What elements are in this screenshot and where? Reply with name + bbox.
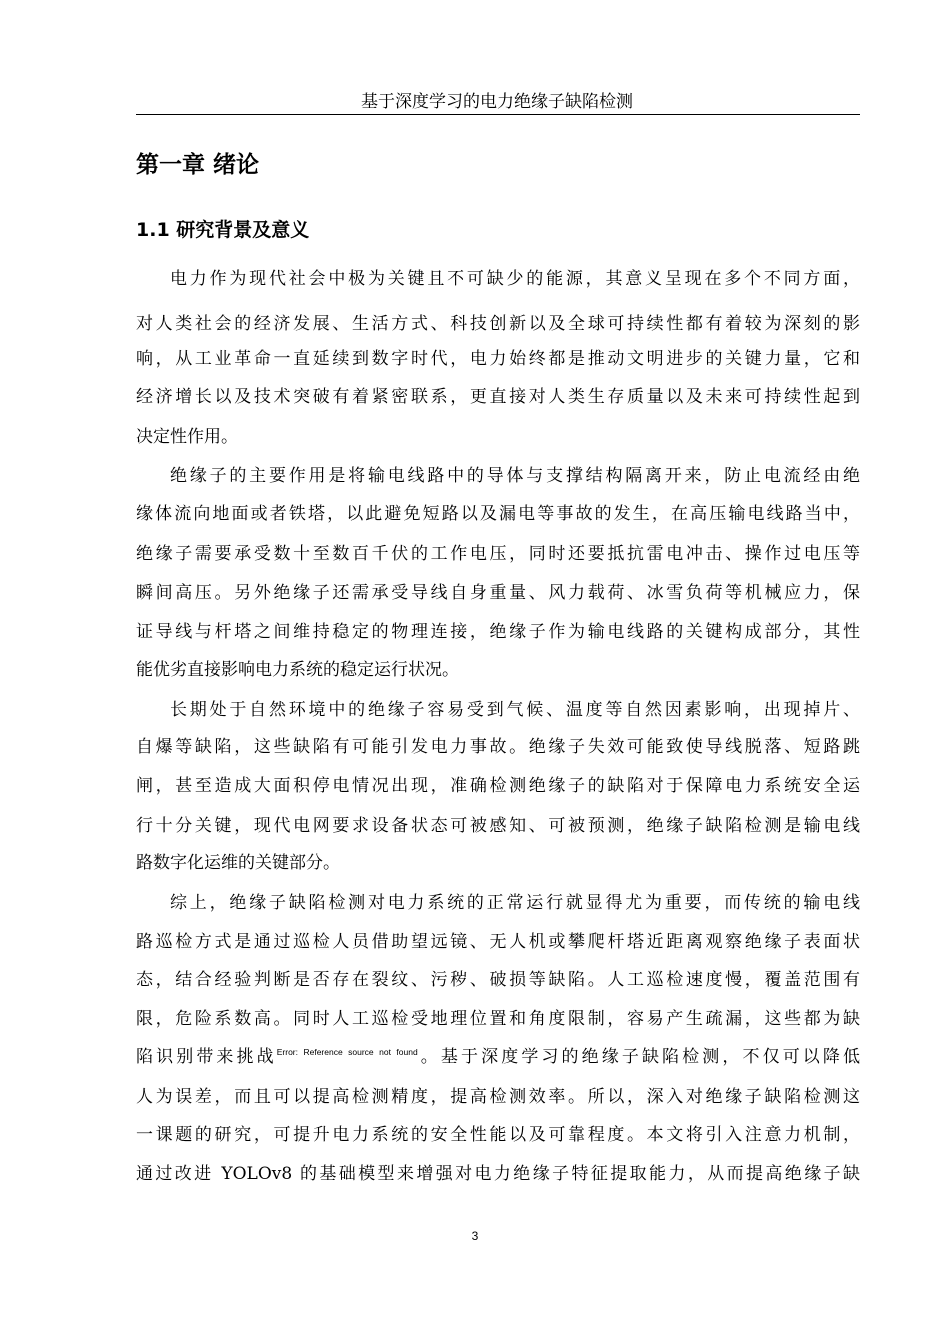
- paragraph-3-line-4: 行十分关键，现代电网要求设备状态可被感知、可被预测，绝缘子缺陷检测是输电线: [136, 816, 860, 836]
- paragraph-3-line-2: 自爆等缺陷，这些缺陷有可能引发电力事故。绝缘子失效可能致使导线脱落、短路跳: [136, 737, 860, 757]
- paragraph-1-line-5: 决定性作用。: [136, 427, 238, 447]
- paragraph-2-line-5: 证导线与杆塔之间维持稳定的物理连接，绝缘子作为输电线路的关键构成部分，其性: [136, 622, 860, 642]
- citation-lead-text: 陷识别带来挑战: [136, 1047, 277, 1067]
- paragraph-2-line-4: 瞬间高压。另外绝缘子还需承受导线自身重量、风力载荷、冰雪负荷等机械应力，保: [136, 583, 860, 603]
- paragraph-4-line-8: 通过改进 YOLOv8 的基础模型来增强对电力绝缘子特征提取能力，从而提高绝缘子缺: [136, 1164, 860, 1184]
- paragraph-1-line-2: 对人类社会的经济发展、生活方式、科技创新以及全球可持续性都有着较为深刻的影: [136, 314, 860, 334]
- paragraph-4-line-5-with-citation: [136, 1040, 860, 1074]
- citation-error-superscript: Error: Reference source not found: [276, 1047, 418, 1057]
- paragraph-4-line-1: 综上，绝缘子缺陷检测对电力系统的正常运行就显得尤为重要，而传统的输电线: [170, 893, 860, 913]
- paragraph-3-line-3: 闸，甚至造成大面积停电情况出现，准确检测绝缘子的缺陷对于保障电力系统安全运: [136, 776, 860, 796]
- paragraph-2-line-3: 绝缘子需要承受数十至数百千伏的工作电压，同时还要抵抗雷电冲击、操作过电压等: [136, 544, 860, 564]
- paragraph-4-line-2: 路巡检方式是通过巡检人员借助望远镜、无人机或攀爬杆塔近距离观察绝缘子表面状: [136, 932, 860, 952]
- paragraph-3-line-5: 路数字化运维的关键部分。: [136, 853, 340, 873]
- section-title: 1.1 研究背景及意义: [136, 219, 310, 241]
- paragraph-2-line-2: 缘体流向地面或者铁塔，以此避免短路以及漏电等事故的发生，在高压输电线路当中，: [136, 504, 860, 524]
- citation-trailing-text: 。基于深度学习的绝缘子缺陷检测，不仅可以降低: [417, 1047, 861, 1067]
- paragraph-4-line-3: 态，结合经验判断是否存在裂纹、污秽、破损等缺陷。人工巡检速度慢，覆盖范围有: [136, 970, 860, 990]
- paragraph-4-line-7: 一课题的研究，可提升电力系统的安全性能以及可靠程度。本文将引入注意力机制，: [136, 1125, 860, 1145]
- paragraph-2-line-6: 能优劣直接影响电力系统的稳定运行状况。: [136, 660, 459, 680]
- paragraph-4-line-4: 限，危险系数高。同时人工巡检受地理位置和角度限制，容易产生疏漏，这些都为缺: [136, 1009, 860, 1029]
- chapter-title: 第一章 绪论: [136, 152, 260, 178]
- paragraph-2-line-1: 绝缘子的主要作用是将输电线路中的导体与支撑结构隔离开来，防止电流经由绝: [170, 466, 860, 486]
- running-header: 基于深度学习的电力绝缘子缺陷检测: [361, 92, 633, 112]
- page-number: 3: [471, 1229, 479, 1243]
- paragraph-1-line-4: 经济增长以及技术突破有着紧密联系，更直接对人类生存质量以及未来可持续性起到: [136, 387, 860, 407]
- header-rule: [136, 114, 860, 115]
- paragraph-4-line-6: 人为误差，而且可以提高检测精度，提高检测效率。所以，深入对绝缘子缺陷检测这: [136, 1087, 860, 1107]
- paragraph-3-line-1: 长期处于自然环境中的绝缘子容易受到气候、温度等自然因素影响，出现掉片、: [170, 700, 860, 720]
- paragraph-1-line-3: 响，从工业革命一直延续到数字时代，电力始终都是推动文明进步的关键力量，它和: [136, 349, 860, 369]
- paragraph-1-line-1: 电力作为现代社会中极为关键且不可缺少的能源，其意义呈现在多个不同方面，: [170, 269, 860, 289]
